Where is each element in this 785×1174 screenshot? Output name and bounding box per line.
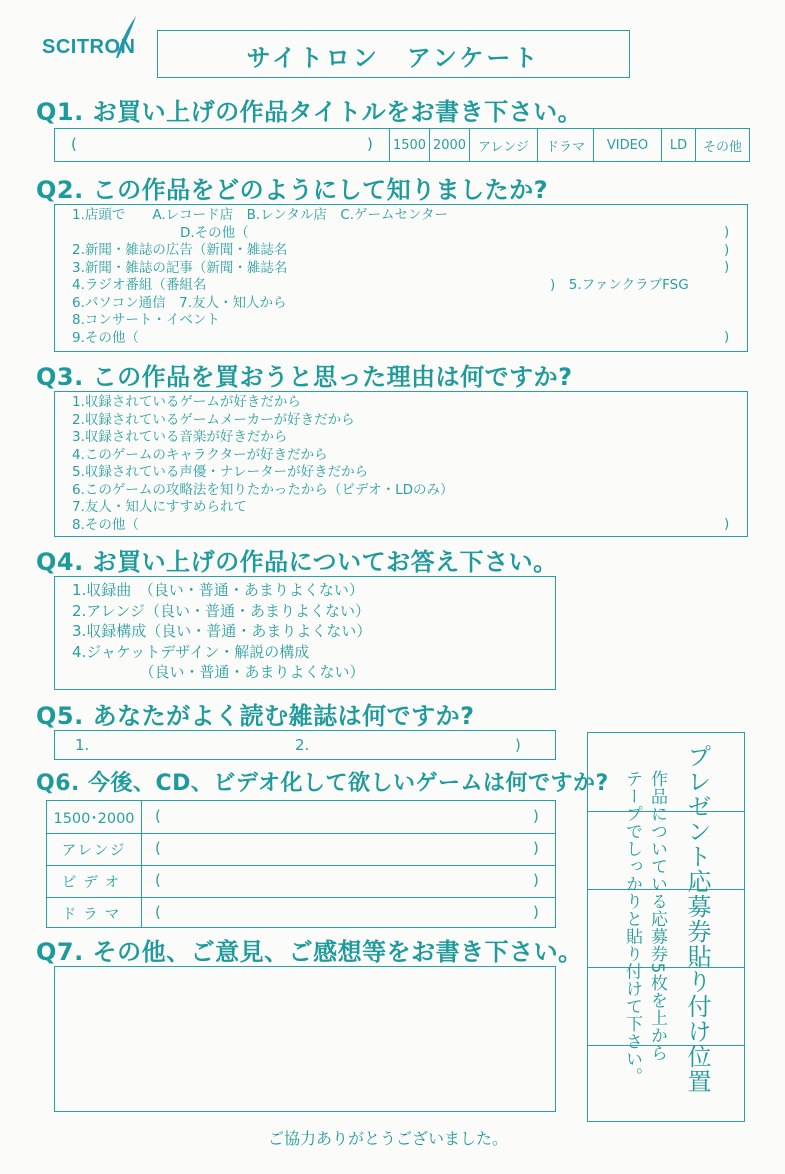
page-title: サイトロン アンケート — [246, 44, 541, 72]
q2-line-2: D.その他（ — [72, 224, 249, 241]
q2-line-5: 4.ラジオ番組（番組名 — [72, 277, 207, 293]
q2-close-paren-3: ) — [724, 242, 730, 258]
coupon-line-2: テープでしっかりと貼り付けて下さい。 — [622, 770, 642, 1085]
q6-row-label-1: 1500･2000 — [53, 810, 135, 827]
q5-heading: Q5. あなたがよく読む雑誌は何ですか? — [36, 702, 475, 730]
q4-line-3: 3.収録構成（良い・普通・あまりよくない） — [72, 622, 372, 640]
q1-option-video[interactable]: VIDEO — [593, 129, 661, 161]
coupon-title: プレゼント応募券貼り付け位置 — [683, 744, 711, 1094]
q6-paren-open-2: ( — [155, 839, 161, 857]
q3-line-3: 3.収録されている音楽が好きだから — [72, 429, 288, 445]
q1-paren-open: ( — [71, 135, 77, 153]
q5-item-1[interactable]: 1. — [75, 736, 90, 754]
q3-line-4: 4.このゲームのキャラクターが好きだから — [72, 446, 328, 463]
q2-line-7: 8.コンサート・イベント — [72, 312, 220, 328]
q6-paren-close-1: ) — [533, 807, 539, 825]
q6-paren-close-4: ) — [533, 903, 539, 921]
q2-heading: Q2. この作品をどのようにして知りましたか? — [36, 176, 548, 204]
q1-option-1500[interactable]: 1500 — [389, 129, 429, 161]
q3-line-6: 6.このゲームの攻略法を知りたかったから（ビデオ・LDのみ） — [72, 481, 454, 498]
q2-option-5: ) 5.ファンクラブFSG — [550, 277, 689, 293]
q2-line-8: 9.その他（ — [72, 329, 139, 346]
q4-line-1: 1.収録曲 （良い・普通・あまりよくない） — [72, 581, 364, 599]
q1-answer-row — [54, 128, 750, 162]
q1-option-other[interactable]: その他 — [695, 129, 749, 161]
q2-line-6: 6.パソコン通信 7.友人・知人から — [72, 294, 287, 311]
q6-row-label-3: ビデオ — [61, 874, 127, 891]
q3-close-paren: ) — [724, 516, 730, 532]
q3-line-7: 7.友人・知人にすすめられて — [72, 499, 248, 515]
q1-paren-close: ) — [367, 135, 373, 153]
logo: SCITRON — [42, 36, 136, 58]
q7-comment-box[interactable] — [54, 966, 556, 1112]
q3-heading: Q3. この作品を買おうと思った理由は何ですか? — [36, 363, 573, 391]
q4-line-2: 2.アレンジ（良い・普通・あまりよくない） — [72, 601, 370, 620]
q3-line-1: 1.収録されているゲームが好きだから — [72, 394, 301, 410]
q4-heading: Q4. お買い上げの作品についてお答え下さい。 — [36, 548, 558, 576]
q2-line-3: 2.新聞・雑誌の広告（新聞・雑誌名 — [72, 242, 288, 258]
q5-close-paren: ) — [515, 736, 521, 754]
q5-item-2[interactable]: 2. — [295, 736, 310, 754]
q1-option-arrange[interactable]: アレンジ — [469, 129, 537, 161]
q3-line-5: 5.収録されている声優・ナレーターが好きだから — [72, 464, 369, 480]
q2-line-1: 1.店頭で A.レコード店 B.レンタル店 C.ゲームセンター — [72, 207, 449, 223]
q6-table — [46, 800, 556, 928]
q1-heading: Q1. お買い上げの作品タイトルをお書き下さい。 — [36, 98, 583, 126]
q1-option-ld[interactable]: LD — [661, 129, 695, 161]
q2-close-paren-4: ) — [724, 259, 730, 275]
coupon-line-1: 作品についている応募券5枚を上から — [647, 770, 667, 1062]
q4-line-5: （良い・普通・あまりよくない） — [72, 663, 365, 681]
thanks-message: ご協力ありがとうございました。 — [268, 1129, 509, 1148]
q3-line-2: 2.収録されているゲームメーカーが好きだから — [72, 411, 355, 428]
q6-paren-open-4: ( — [155, 903, 161, 921]
q7-heading: Q7. その他、ご意見、ご感想等をお書き下さい。 — [36, 938, 583, 966]
q6-paren-open-3: ( — [155, 871, 161, 889]
q6-paren-open-1: ( — [155, 807, 161, 825]
q1-option-2000[interactable]: 2000 — [429, 129, 469, 161]
q3-line-8: 8.その他（ — [72, 516, 139, 533]
q6-row-label-2: アレンジ — [61, 842, 127, 859]
q1-option-drama[interactable]: ドラマ — [537, 129, 593, 161]
q6-paren-close-3: ) — [533, 871, 539, 889]
q6-paren-close-2: ) — [533, 839, 539, 857]
q2-close-paren-9: ) — [724, 329, 730, 345]
q4-line-4: 4.ジャケットデザイン・解説の構成 — [72, 642, 310, 661]
q2-close-paren-2: ) — [724, 224, 730, 240]
q2-line-4: 3.新聞・雑誌の記事（新聞・雑誌名 — [72, 259, 288, 276]
q5-answer-row — [54, 730, 556, 760]
q6-row-label-4: ドラマ — [61, 906, 127, 923]
q6-heading: Q6. 今後、CD、ビデオ化して欲しいゲームは何ですか? — [36, 771, 609, 796]
